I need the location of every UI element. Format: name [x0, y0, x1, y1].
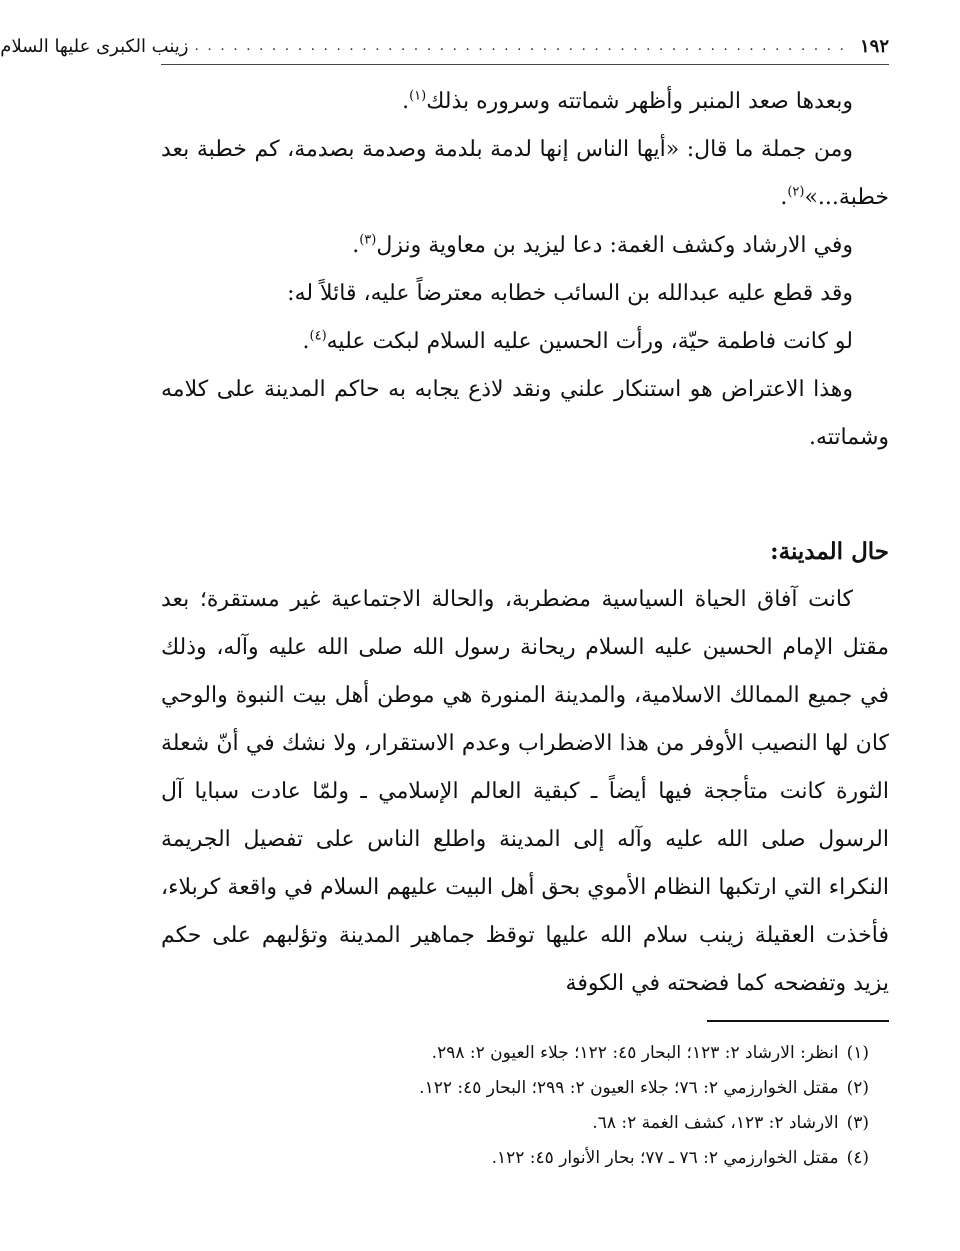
section-paragraph: كانت آفاق الحياة السياسية مضطربة، والحالة الاجتماعية غير مستقرة؛ بعد مقتل الإمام الحسين عليه السلام ريحانة رسول الله صلى الله عليه وآله، وذلك في جميع الممالك الاسلامية، والمدينة المنورة هي موطن أهل بيت النبوة والوحي كان لها النصيب الأوفر من هذا الاضطراب وعدم الاستقرار، ولا نشك في أنّ شعلة الثورة كانت متأججة فيها أيضاً ـ كبقية العالم الإسلامي ـ ولمّا عادت سبايا آل الرسول صلى الله عليه وآله إلى المدينة واطلع الناس على تفصيل الجريمة النكراء التي ارتكبها النظام الأموي بحق أهل البيت عليهم السلام في واقعة كربلاء، فأخذت العقيلة زينب سلام الله عليها توقظ جماهير المدينة وتؤلبهم على حكم يزيد وتفضحه كما فضحته في الكوفة [161, 587, 889, 996]
paragraph-2: ومن جملة ما قال: «أيها الناس إنها لدمة بلدمة وصدمة بصدمة، كم خطبة بعد خطبة...»$^{(٢)}$. [161, 137, 889, 210]
page-header [0, 28, 889, 65]
header-leader-dots: . . . . . . . . . . . . . . . . . . . . . . . . . . . . . . . . . . . . . . . . . . . . . . . . . . . [194, 38, 846, 54]
paragraph-3: وفي الارشاد وكشف الغمة: دعا ليزيد بن معاوية ونزل$^{(٣)}$. [352, 232, 853, 258]
footnote-ref-1: (١) [409, 88, 427, 104]
paragraph-1: وبعدها صعد المنبر وأظهر شماتته وسروره بذلك$^{(١)}$. [402, 88, 853, 114]
running-title: زينب الكبرى عليها السلام [0, 35, 189, 57]
footnote-ref-4: (٤) [309, 328, 327, 344]
text-block-top [161, 78, 889, 462]
page-number: ١٩٢ [859, 35, 889, 57]
text-block-section [161, 528, 889, 1008]
footnote-4: (٤)مقتل الخوارزمي ٢: ٧٦ ـ ٧٧؛ بحار الأنوار ٤٥: ١٢٢. [491, 1148, 869, 1168]
paragraph-4: وقد قطع عليه عبدالله بن السائب خطابه معترضاً عليه، قائلاً له: [287, 281, 853, 306]
footnote-1: (١)انظر: الارشاد ٢: ١٢٣؛ البحار ٤٥: ١٢٢؛ جلاء العيون ٢: ٢٩٨. [431, 1043, 869, 1063]
footnotes [161, 1036, 889, 1176]
section-heading: حال المدينة: [770, 538, 889, 565]
footnote-ref-2: (٢) [787, 184, 805, 200]
footnote-3: (٣)الارشاد ٢: ١٢٣، كشف الغمة ٢: ٦٨. [592, 1113, 869, 1133]
footnote-2: (٢)مقتل الخوارزمي ٢: ٧٦؛ جلاء العيون ٢: ٢٩٩؛ البحار ٤٥: ١٢٢. [419, 1078, 869, 1098]
footnote-ref-3: (٣) [359, 232, 377, 248]
footnote-separator [707, 1020, 889, 1022]
paragraph-5: لو كانت فاطمة حيّة، ورأت الحسين عليه السلام لبكت عليه$^{(٤)}$. [302, 328, 853, 354]
paragraph-6: وهذا الاعتراض هو استنكار علني ونقد لاذع يجابه به حاكم المدينة على كلامه وشماتته. [161, 377, 889, 450]
